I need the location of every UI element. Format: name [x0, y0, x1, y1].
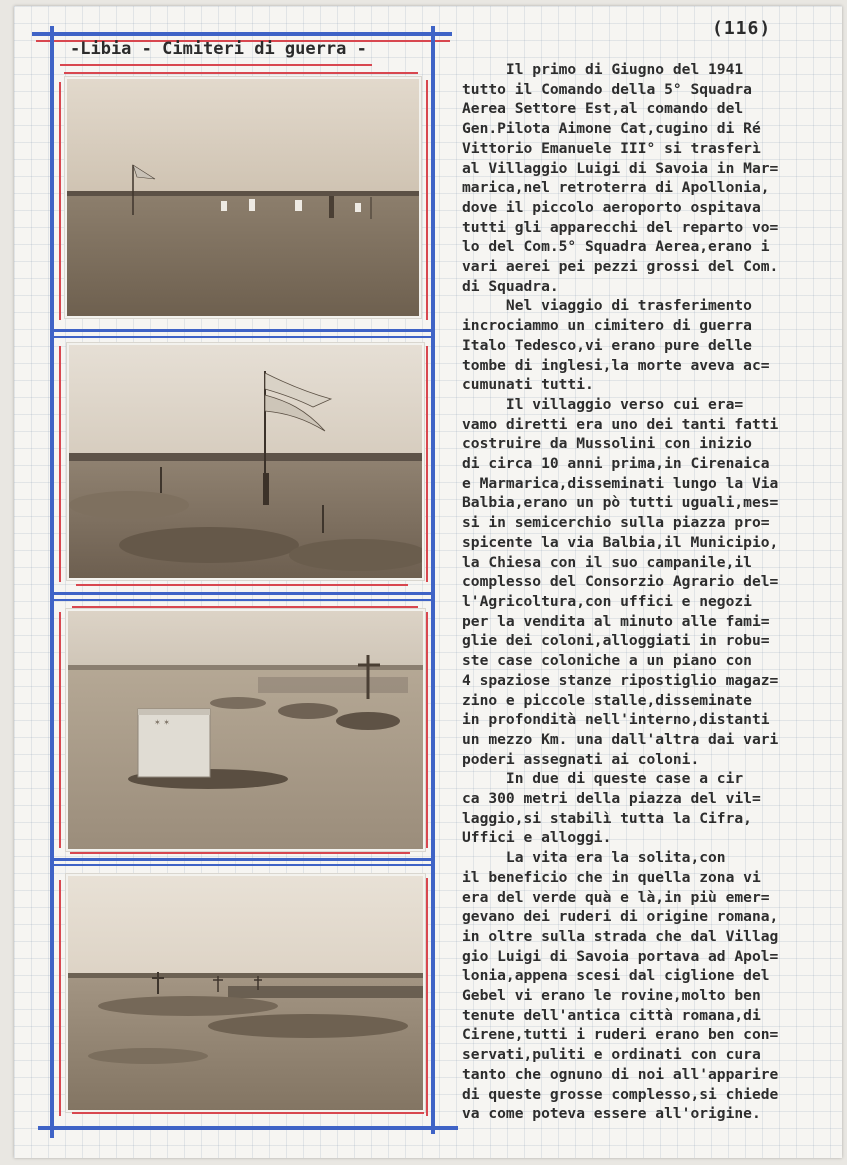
text-line: poderi assegnati ai coloni. [462, 750, 700, 768]
photo-2-red-right [426, 346, 428, 582]
photo-cemetery-two-flags [69, 345, 422, 578]
text-line: incrociammo un cimitero di guerra [462, 317, 752, 335]
photo-cemetery-tombstone [68, 611, 423, 849]
svg-text:✶ ✶: ✶ ✶ [154, 718, 170, 727]
text-line: Il villaggio verso cui era= [462, 395, 744, 413]
text-line: di Squadra. [462, 277, 559, 295]
text-line: per la vendita al minuto alle fami= [462, 612, 770, 630]
text-line: laggio,si stabilì tutta la Cifra, [462, 809, 752, 827]
separator-rule-1 [54, 329, 431, 332]
separator-rule-2b [54, 599, 431, 601]
red-rule-heading [60, 64, 372, 66]
text-line: al Villaggio Luigi di Savoia in Mar= [462, 159, 779, 177]
text-line: In due di queste case a cir [462, 770, 744, 788]
text-line: Il primo di Giugno del 1941 [462, 61, 744, 78]
text-line: zino e piccole stalle,disseminate [462, 691, 752, 709]
text-line: l'Agricoltura,con uffici e negozi [462, 592, 752, 610]
text-line: la Chiesa con il suo campanile,il [462, 553, 752, 571]
photo-4-red-bottom [72, 1112, 424, 1114]
text-line: lo del Com.5° Squadra Aerea,erano i [462, 238, 770, 256]
photo-2-red-left [59, 346, 61, 582]
separator-rule-2 [54, 592, 431, 595]
text-line: gevano dei ruderi di origine romana, [462, 908, 779, 926]
text-line: 4 spaziose stanze ripostiglio magaz= [462, 671, 779, 689]
text-line: complesso del Consorzio Agrario del= [462, 573, 779, 591]
photo-3-red-right [426, 612, 428, 848]
text-line: va come poteva essere all'origine. [462, 1105, 761, 1123]
text-line: Nel viaggio di trasferimento [462, 297, 752, 315]
text-line: di circa 10 anni prima,in Cirenaica [462, 455, 770, 473]
text-line: in oltre sulla strada che dal Villag [462, 927, 779, 945]
text-line: Balbia,erano un pò tutti uguali,mes= [462, 494, 779, 512]
typewritten-text [462, 60, 834, 1124]
text-line: ste case coloniche a un piano con [462, 652, 752, 670]
text-line: si in semicerchio sulla piazza pro= [462, 514, 770, 532]
text-line: di queste grosse complesso,si chiede [462, 1085, 779, 1103]
photo-1-red-right [426, 80, 428, 320]
page-heading: -Libia - Cimiteri di guerra - [70, 39, 367, 59]
photo-1-red-left [59, 82, 61, 320]
blue-rule-right [431, 26, 435, 1134]
text-line: Gen.Pilota Aimone Cat,cugino di Ré [462, 120, 761, 138]
page-number: (116) [712, 18, 772, 39]
text-line: spicente la via Balbia,il Municipio, [462, 533, 779, 551]
text-line: Aerea Settore Est,al comando del [462, 100, 744, 118]
text-line: Vittorio Emanuele III° si trasferì [462, 139, 761, 157]
photo-3-red-top [72, 606, 418, 608]
text-line: Italo Tedesco,vi erano pure delle [462, 336, 752, 354]
text-line: dove il piccolo aeroporto ospitava [462, 198, 761, 216]
text-line: Gebel vi erano le rovine,molto ben [462, 987, 761, 1005]
text-line: tombe di inglesi,la morte aveva ac= [462, 356, 770, 374]
photo-4-red-left [59, 880, 61, 1116]
photo-1-red-top [64, 72, 418, 74]
photo-3-red-left [59, 612, 61, 848]
separator-rule-3 [54, 858, 431, 861]
text-line: e Marmarica,disseminati lungo la Via [462, 474, 779, 492]
text-line: ca 300 metri della piazza del vil= [462, 790, 761, 808]
text-line: gio Luigi di Savoia portava ad Apol= [462, 947, 779, 965]
text-line: costruire da Mussolini con inizio [462, 435, 752, 453]
text-line: era del verde quà e là,in più emer= [462, 888, 770, 906]
text-line: Uffici e alloggi. [462, 829, 612, 847]
text-line: servati,puliti e ordinati con cura [462, 1046, 761, 1064]
text-line: tutti gli apparecchi del reparto vo= [462, 218, 779, 236]
text-line: vamo diretti era uno dei tanti fatti [462, 415, 779, 433]
photo-4-red-right [426, 878, 428, 1116]
text-line: La vita era la solita,con [462, 849, 726, 867]
photo-cemetery-crosses [68, 876, 423, 1110]
text-line: in profondità nell'interno,distanti [462, 711, 770, 729]
text-line: tutto il Comando della 5° Squadra [462, 80, 752, 98]
text-line: marica,nel retroterra di Apollonia, [462, 179, 770, 197]
text-line: tanto che ognuno di noi all'apparire [462, 1065, 779, 1083]
text-line: cumunati tutti. [462, 376, 594, 394]
separator-rule-1b [54, 336, 431, 338]
blue-rule-bottom [38, 1126, 458, 1130]
blue-rule-left [50, 26, 54, 1138]
separator-rule-3b [54, 864, 431, 866]
text-line: il beneficio che in quella zona vi [462, 868, 761, 886]
photo-2-red-bottom [76, 584, 408, 586]
blue-rule-top [32, 32, 452, 36]
text-line: tenute dell'antica città romana,di [462, 1006, 761, 1024]
photo-3-red-bottom [70, 852, 410, 854]
text-line: glie dei coloni,alloggiati in robu= [462, 632, 770, 650]
text-line: un mezzo Km. una dall'altra dai vari [462, 730, 779, 748]
text-line: Cirene,tutti i ruderi erano ben con= [462, 1026, 779, 1044]
text-line: vari aerei pei pezzi grossi del Com. [462, 258, 779, 276]
text-line: lonia,appena scesi dal ciglione del [462, 967, 770, 985]
photo-cemetery-flag [67, 79, 419, 316]
